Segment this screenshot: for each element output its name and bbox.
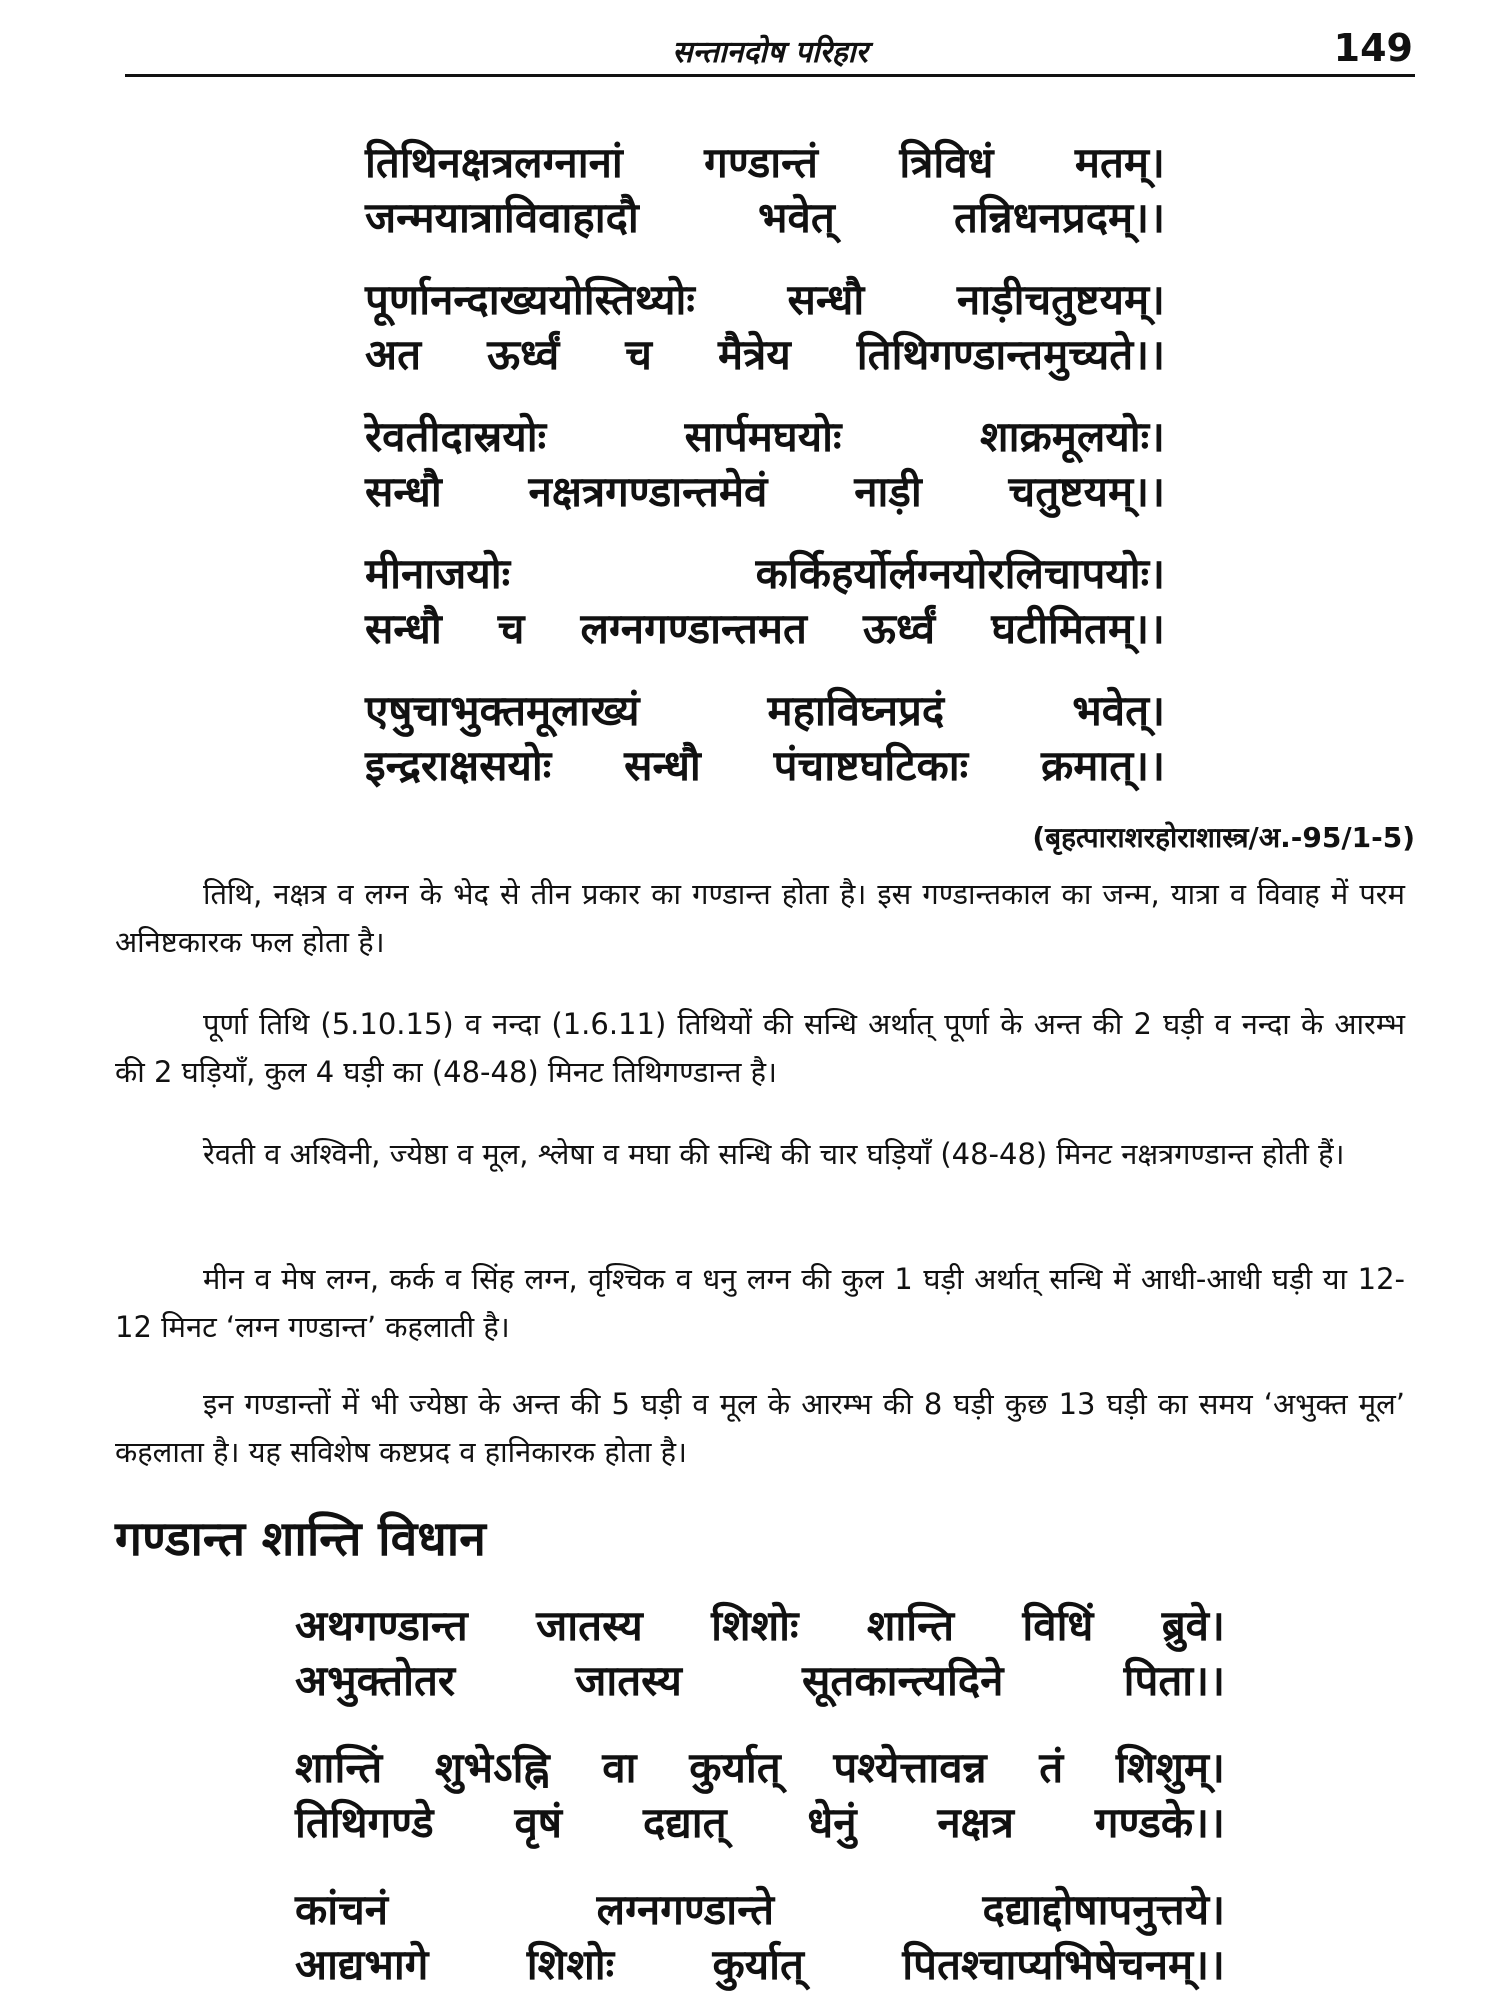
verse-word: पूर्णानन्दाख्ययोस्तिथ्योः [365, 275, 695, 324]
verse-word: सन्धौ [365, 604, 442, 653]
verse-couplet [365, 546, 1165, 656]
verse-word: कांचनं [295, 1885, 389, 1934]
verse-couplet [365, 409, 1165, 519]
page-header [125, 22, 1415, 77]
verse-word: शाक्रमूलयोः। [980, 412, 1165, 461]
paragraph: पूर्णा तिथि (5.10.15) व नन्दा (1.6.11) तिथियों की सन्धि अर्थात् पूर्णा के अन्त की 2 घड़ी व नन्दा के आरम्भ की 2 घड़ियाँ, कुल 4 घड़ी का (48-48) मिनट तिथिगण्डान्त है। [115, 1007, 1405, 1089]
verse-line [295, 1937, 1225, 1992]
verse-word: तिथिगण्डे [295, 1798, 434, 1847]
verse-word: दद्यात् [642, 1798, 727, 1847]
verse-line [365, 272, 1165, 327]
verse-word: च [625, 330, 652, 379]
verse-block-top [365, 135, 1165, 793]
verse-word: महाविघ्नप्रदं [767, 686, 945, 735]
verse-word: शान्ति [866, 1601, 955, 1650]
verse-couplet [295, 1598, 1225, 1708]
verse-word: ऊर्ध्वं [863, 604, 936, 653]
paragraph: इन गण्डान्तों में भी ज्येष्ठा के अन्त की 5 घड़ी व मूल के आरम्भ की 8 घड़ी कुछ 13 घड़ी का समय ‘अभुक्त मूल’ कहलाता है। यह सविशेष कष्टप्रद व हानिकारक होता है। [115, 1387, 1405, 1469]
section-heading: गण्डान्त शान्ति विधान [115, 1511, 486, 1567]
verse-word: मतम्। [1074, 138, 1165, 187]
verse-word: धेनुं [807, 1798, 857, 1847]
verse-word: भवेत्। [1072, 686, 1165, 735]
verse-word: जातस्य [575, 1656, 682, 1705]
verse-line [295, 1882, 1225, 1937]
verse-word: इन्द्रराक्षसयोः [365, 741, 552, 790]
verse-word: मैत्रेय [718, 330, 791, 379]
paragraph: तिथि, नक्षत्र व लग्न के भेद से तीन प्रकार का गण्डान्त होता है। इस गण्डान्तकाल का जन्म, यात्रा व विवाह में परम अनिष्टकारक फल होता है। [115, 877, 1405, 959]
verse-word: त्रिविधं [899, 138, 994, 187]
verse-word: सूतकान्त्यदिने [802, 1656, 1004, 1705]
verse-word: दद्याद्दोषापनुत्तये। [982, 1885, 1225, 1934]
verse-line [365, 190, 1165, 245]
verse-word: च [497, 604, 525, 653]
verse-word: नाड़ीचतुष्टयम्। [956, 275, 1165, 324]
verse-word: वृषं [514, 1798, 563, 1847]
verse-couplet [365, 683, 1165, 793]
verse-word: पिता।। [1123, 1656, 1225, 1705]
verse-word: अथगण्डान्त [295, 1601, 468, 1650]
verse-line [295, 1598, 1225, 1653]
verse-word: पितश्चाप्यभिषेचनम्।। [902, 1940, 1225, 1989]
verse-word: कुर्यात् [712, 1940, 804, 1989]
verse-line [295, 1740, 1225, 1795]
verse-couplet [365, 135, 1165, 245]
verse-word: तन्निधनप्रदम्।। [953, 193, 1165, 242]
verse-word: नक्षत्रगण्डान्तमेवं [528, 467, 768, 516]
verse-word: गण्डके।। [1094, 1798, 1225, 1847]
verse-word: लग्नगण्डान्ते [596, 1885, 775, 1934]
verse-line [295, 1795, 1225, 1850]
verse-word: तिथिनक्षत्रलग्नानां [365, 138, 623, 187]
verse-line [295, 1653, 1225, 1708]
verse-word: ब्रुवे। [1161, 1601, 1225, 1650]
verse-word: लग्नगण्डान्तमत [580, 604, 807, 653]
verse-word: पंचाष्टघटिकाः [773, 741, 969, 790]
verse-word: शान्तिं [295, 1743, 383, 1792]
verse-word: कर्किहर्योर्लग्नयोरलिचापयोः। [755, 549, 1165, 598]
verse-couplet [295, 1882, 1225, 1992]
citation: (बृहत्पाराशरहोराशास्त्र/अ.-95/1-5) [1032, 821, 1415, 854]
verse-couplet [365, 272, 1165, 382]
verse-line [365, 464, 1165, 519]
verse-word: सन्धौ [624, 741, 701, 790]
verse-word: सन्धौ [787, 275, 865, 324]
verse-word: आद्यभागे [295, 1940, 429, 1989]
verse-word: शुभेऽह्नि [434, 1743, 550, 1792]
verse-word: गण्डान्तं [704, 138, 818, 187]
verse-line [365, 327, 1165, 382]
verse-word: नाड़ी [854, 467, 922, 516]
verse-word: शिशुम्। [1115, 1743, 1225, 1792]
verse-word: शिशोः [526, 1940, 615, 1989]
verse-word: एषुचाभुक्तमूलाख्यं [365, 686, 640, 735]
verse-word: मीनाजयोः [365, 549, 511, 598]
verse-line [365, 409, 1165, 464]
verse-word: नक्षत्र [937, 1798, 1014, 1847]
verse-word: जन्मयात्राविवाहादौ [365, 193, 639, 242]
verse-block-bottom [295, 1598, 1225, 1992]
page-number: 149 [1333, 26, 1413, 70]
verse-word: सार्पमघयोः [684, 412, 842, 461]
verse-line [365, 135, 1165, 190]
verse-word: जातस्य [536, 1601, 643, 1650]
verse-couplet [295, 1740, 1225, 1850]
verse-word: भवेत् [757, 193, 835, 242]
paragraph: रेवती व अश्विनी, ज्येष्ठा व मूल, श्लेषा व मघा की सन्धि की चार घड़ियाँ (48-48) मिनट नक्षत्रगण्डान्त होती हैं। [203, 1137, 1345, 1171]
verse-word: घटीमितम्।। [991, 604, 1165, 653]
verse-word: ऊर्ध्वं [487, 330, 560, 379]
verse-word: क्रमात्।। [1040, 741, 1165, 790]
running-title: सन्तानदोष परिहार [672, 35, 868, 70]
paragraph: मीन व मेष लग्न, कर्क व सिंह लग्न, वृश्चिक व धनु लग्न की कुल 1 घड़ी अर्थात् सन्धि में आधी-आधी घड़ी या 12-12 मिनट ‘लग्न गण्डान्त’ कहलाती है। [115, 1262, 1405, 1344]
verse-word: चतुष्टयम्।। [1008, 467, 1165, 516]
verse-word: तिथिगण्डान्तमुच्यते।। [856, 330, 1165, 379]
verse-word: तं [1039, 1743, 1064, 1792]
verse-word: कुर्यात् [689, 1743, 781, 1792]
verse-line [365, 546, 1165, 601]
verse-word: अभुक्तोतर [295, 1656, 456, 1705]
verse-word: विधिं [1022, 1601, 1094, 1650]
verse-word: वा [602, 1743, 637, 1792]
verse-word: पश्येत्तावन्न [833, 1743, 987, 1792]
verse-line [365, 683, 1165, 738]
verse-line [365, 601, 1165, 656]
verse-word: शिशोः [711, 1601, 799, 1650]
verse-word: अत [365, 330, 422, 379]
verse-word: सन्धौ [365, 467, 442, 516]
verse-line [365, 738, 1165, 793]
verse-word: रेवतीदास्रयोः [365, 412, 547, 461]
